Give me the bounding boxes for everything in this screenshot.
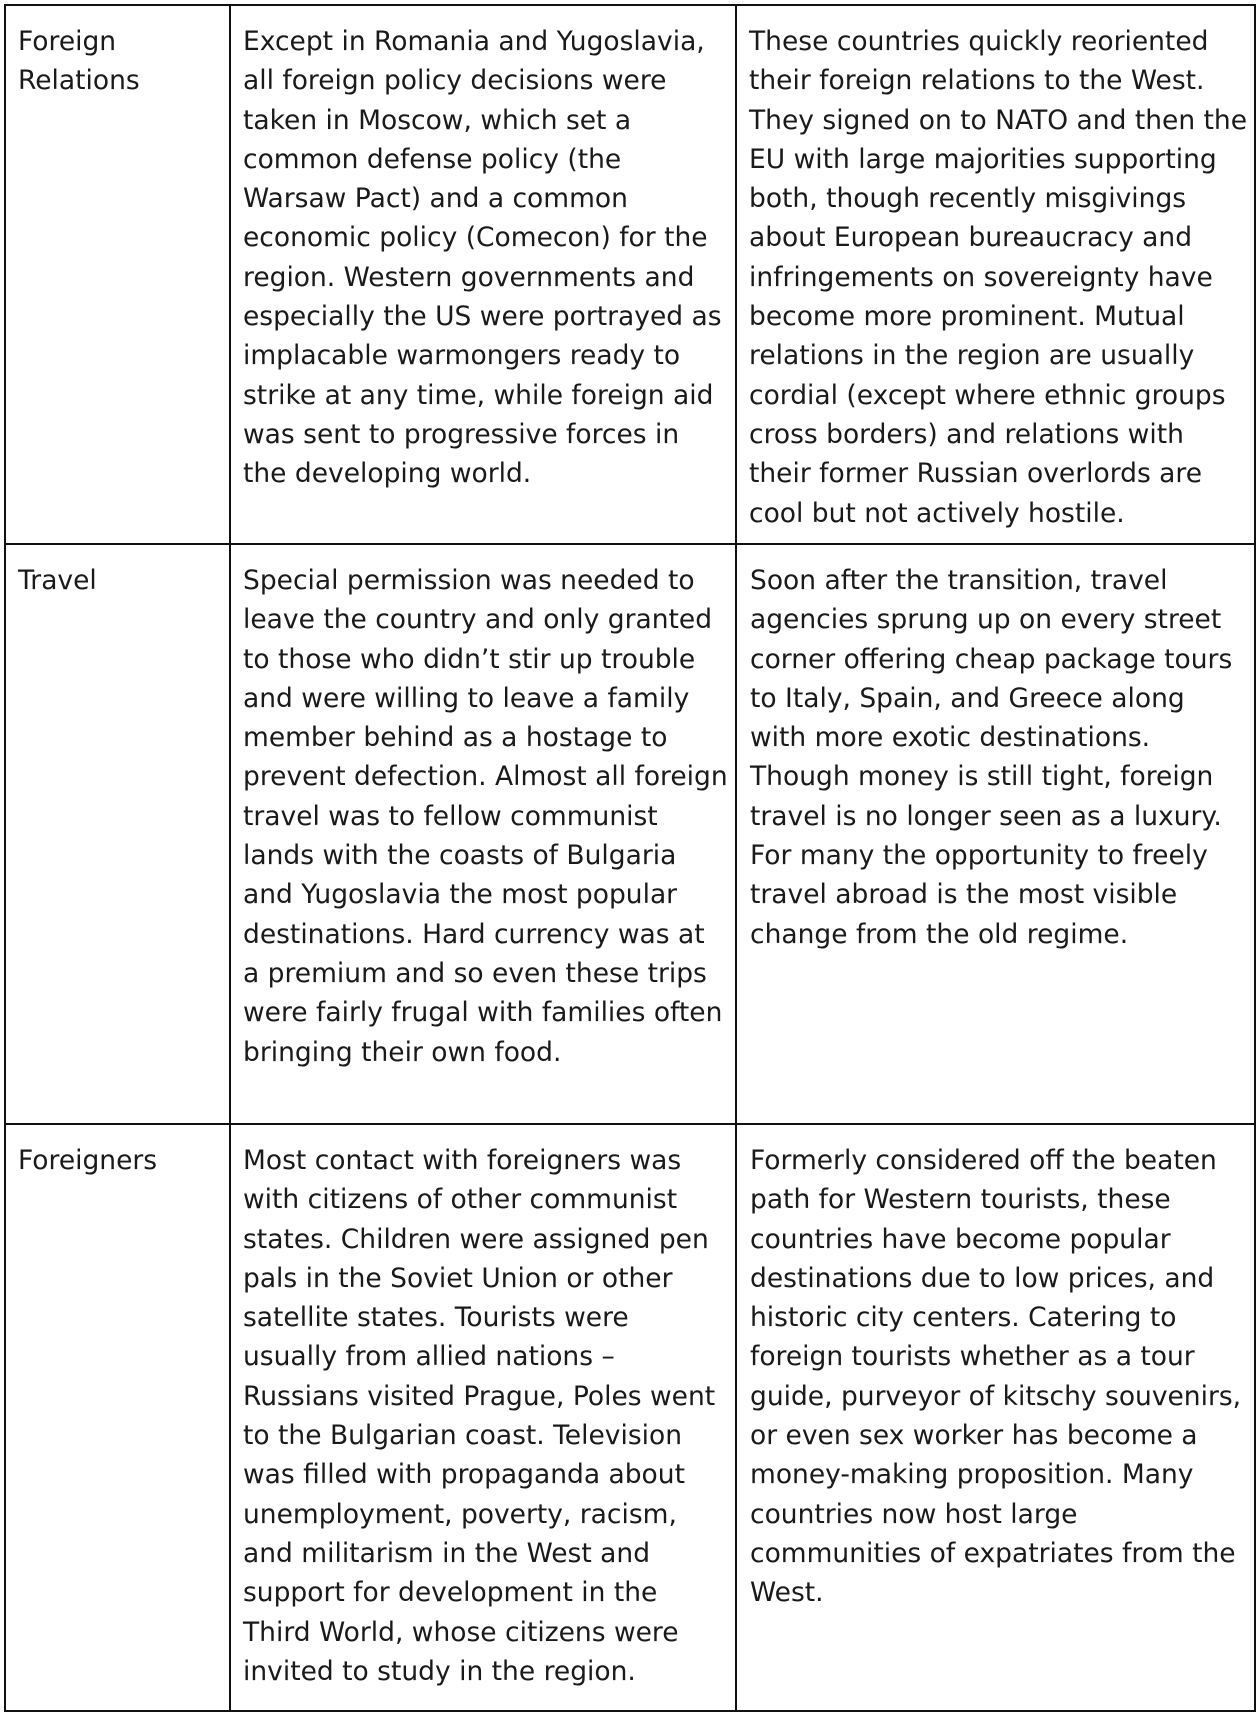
after-cell: Formerly considered off the beaten path for Western tourists, these countries have become popular destinations due to low prices, and historic city centers. Catering to foreign tourists whether as a tour guide, purveyor of kitschy souvenirs, or even sex worker has become a money-making proposition. Many countries now host large communities of expatriates from the West. [736, 1124, 1255, 1711]
table-row [5, 1124, 1255, 1711]
after-cell: Soon after the transition, travel agencies sprung up on every street corner offering cheap package tours to Italy, Spain, and Greece along with more exotic destinations. Though money is still tight, foreign travel is no longer seen as a luxury. For many the opportunity to freely travel abroad is the most visible change from the old regime. [736, 544, 1255, 1124]
table-row [5, 5, 1255, 544]
before-cell: Special permission was needed to leave the country and only granted to those who didn’t stir up trouble and were willing to leave a family member behind as a hostage to prevent defection. Almost all foreign travel was to fellow communist lands with the coasts of Bulgaria and Yugoslavia the most popular destinations. Hard currency was at a premium and so even these trips were fairly frugal with families often bringing their own food. [230, 544, 736, 1124]
topic-cell: Travel [5, 544, 230, 1124]
topic-cell: Foreign Relations [5, 5, 230, 544]
comparison-table [4, 4, 1256, 1712]
topic-cell: Foreigners [5, 1124, 230, 1711]
after-cell: These countries quickly reoriented their foreign relations to the West. They signed on to NATO and then the EU with large majorities supporting both, though recently misgivings about European bureaucracy and infringements on sovereignty have become more prominent. Mutual relations in the region are usually cordial (except where ethnic groups cross borders) and relations with their former Russian overlords are cool but not actively hostile. [736, 5, 1255, 544]
before-cell: Except in Romania and Yugoslavia, all foreign policy decisions were taken in Moscow, which set a common defense policy (the Warsaw Pact) and a common economic policy (Comecon) for the region. Western governments and especially the US were portrayed as implacable warmongers ready to strike at any time, while foreign aid was sent to progressive forces in the developing world. [230, 5, 736, 544]
before-cell: Most contact with foreigners was with citizens of other communist states. Children were assigned pen pals in the Soviet Union or other satellite states. Tourists were usually from allied nations – Russians visited Prague, Poles went to the Bulgarian coast. Television was filled with propaganda about unemployment, poverty, racism, and militarism in the West and support for development in the Third World, whose citizens were invited to study in the region. [230, 1124, 736, 1711]
table-row [5, 544, 1255, 1124]
